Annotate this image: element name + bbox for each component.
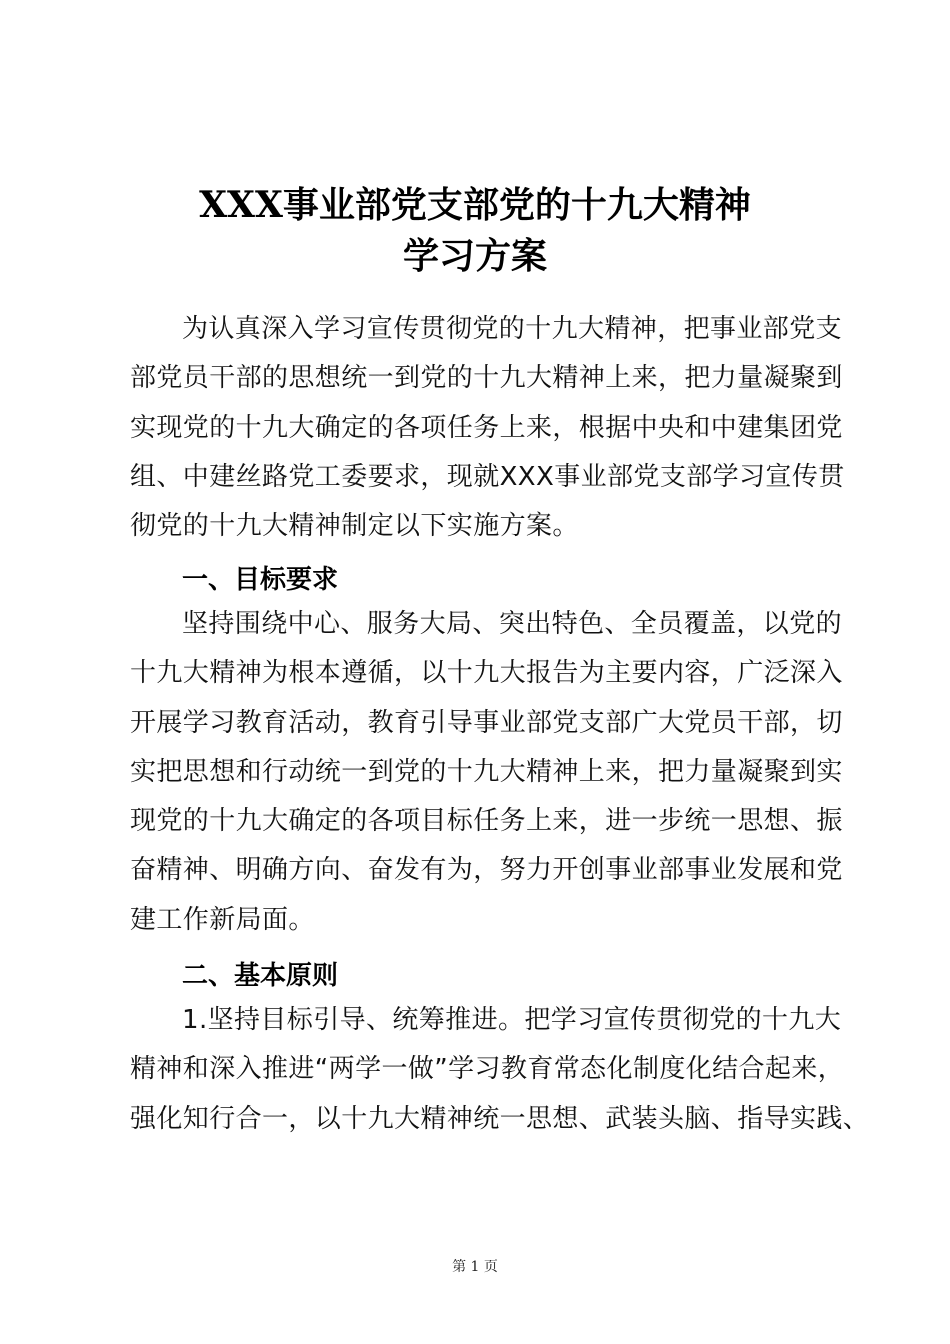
goals-line: 开展学习教育活动，教育引导事业部党支部广大党员干部，切 [130, 707, 843, 738]
principles-line: 强化知行合一，以十九大精神统一思想、武装头脑、指导实践、 [130, 1103, 870, 1134]
goals-paragraph [130, 600, 843, 945]
section-heading-goals: 一、目标要求 [182, 565, 339, 595]
principles-paragraph [130, 996, 870, 1144]
intro-line: 为认真深入学习宣传贯彻党的十九大精神，把事业部党支 [182, 314, 843, 344]
goals-line: 奋精神、明确方向、奋发有为，努力开创事业部事业发展和党 [130, 855, 843, 886]
document-title-line-2: 学习方案 [402, 235, 547, 277]
intro-line: 组、中建丝路党工委要求，现就XXX事业部党支部学习宣传贯 [130, 461, 845, 492]
goals-line: 十九大精神为根本遵循，以十九大报告为主要内容，广泛深入 [130, 658, 843, 689]
intro-line: 实现党的十九大确定的各项任务上来，根据中央和中建集团党 [130, 412, 843, 443]
intro-line: 部党员干部的思想统一到党的十九大精神上来，把力量凝聚到 [130, 363, 843, 394]
goals-line: 坚持围绕中心、服务大局、突出特色、全员覆盖，以党的 [182, 609, 843, 639]
intro-paragraph [130, 305, 845, 551]
principles-line: 1.坚持目标引导、统筹推进。把学习宣传贯彻党的十九大 [182, 1005, 842, 1035]
goals-line: 建工作新局面。 [130, 904, 315, 935]
goals-line: 实把思想和行动统一到党的十九大精神上来，把力量凝聚到实 [130, 756, 843, 787]
intro-line: 彻党的十九大精神制定以下实施方案。 [130, 511, 579, 542]
principles-line: 精神和深入推进“两学一做”学习教育常态化制度化结合起来， [130, 1054, 845, 1085]
document-title-line-1: XXX事业部党支部党的十九大精神 [199, 184, 751, 226]
goals-line: 现党的十九大确定的各项目标任务上来，进一步统一思想、振 [130, 806, 843, 837]
section-heading-principles: 二、基本原则 [182, 961, 339, 991]
page-number-footer: 第 1 页 [452, 1259, 498, 1275]
